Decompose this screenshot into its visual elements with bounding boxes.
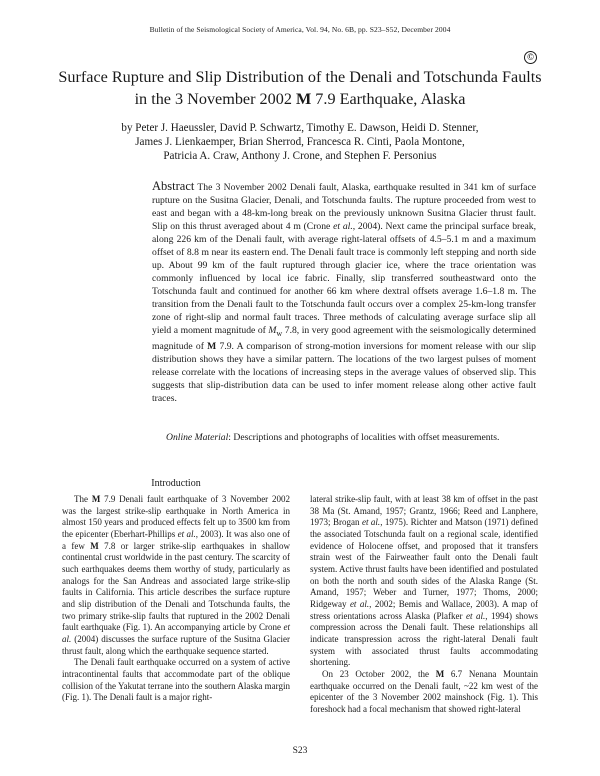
- paragraph: [310, 494, 538, 669]
- magnitude-symbol: M: [295, 90, 312, 108]
- text: 7.8 or larger strike-slip earthquakes in shallow continental crust worldwide in the past century. The scarcity of such earthquakes deems them worthy of study, particularly as analogs for the San Andreas and associated large strike-slip faults in California. This article describes the surface rupture and slip distribution of the Denali and Totschunda faults, the two primary strike-slip faults that ruptured in the 2002 Denali fault earthquake (Fig. 1). An accompanying article by Crone: [62, 540, 290, 633]
- text: 6.7 Nenana Mountain earthquake occurred on the Denali fault, ~22 km west of the epicenter of the 3 November 2002 mainshock (Fig. 1). This foreshock had a focal mechanism that showed right-lateral: [310, 668, 539, 714]
- text: et al.: [465, 610, 486, 621]
- text: lateral strike-slip fault, with at least 38 km of offset in the past 38 Ma (St. Amand, 1957; Grantz, 1966; Reed and Lanphere, 1973; Brogan: [310, 494, 538, 528]
- abstract-text: The 3 November 2002 Denali fault, Alaska, earthquake resulted in 341 km of surface rupture on the Susitna Glacier, Denali, and Totschunda faults. The rupture proceeded from west to east and began with a 48-km-long break on the previously unknown Susitna Glacier thrust fault. Slip on this thrust averaged about 4 m (Crone: [152, 182, 536, 232]
- running-head: Bulletin of the Seismological Society of America, Vol. 94, No. 6B, pp. S23–S52, December 2004: [149, 25, 451, 34]
- section-heading-introduction: Introduction: [151, 478, 201, 489]
- magnitude-symbol: M: [207, 340, 217, 352]
- abstract-label: Abstract: [152, 179, 195, 193]
- text: 7.9 Denali fault earthquake of 3 November 2002 was the largest strike-slip earthquake in North America in almost 150 years and produced effects felt up to 3500 km from the epicenter (Eberhart-Phillips: [62, 494, 290, 539]
- online-material-text: : Descriptions and photographs of localities with offset measurements.: [228, 432, 500, 443]
- author-line-2: James J. Lienkaemper, Brian Sherrod, Francesca R. Cinti, Paola Montone,: [135, 136, 465, 149]
- paragraph: [310, 669, 538, 716]
- author-line-3: Patricia A. Craw, Anthony J. Crone, and Stephen F. Personius: [163, 150, 437, 163]
- text: (2004) discusses the surface rupture of the Susitna Glacier thrust fault, along which the earthquake sequence started.: [62, 633, 290, 656]
- text: et al.: [349, 598, 370, 609]
- text: , 1975). Richter and Matson (1971) defined the associated Totschunda fault on a regional scale, identified evidence of Holocene offset, and proposed that it transfers strain west of the Fairweather fault onto the Denali fault system. Active thrust faults have been identified and postulated on both the north and south sides of the Alaska Range (St. Amand, 1957; Weber and Turner, 1977; Thoms, 2000; Ridgeway: [310, 517, 539, 609]
- left-column: [62, 494, 290, 704]
- online-material-note: [152, 431, 536, 444]
- magnitude-symbol: M: [90, 540, 99, 551]
- page-number: S23: [292, 746, 308, 756]
- moment-magnitude-symbol: M: [268, 325, 277, 336]
- text: , 2002; Bemis and Wallace, 2003). A map of stress orientations across Alaska (Plafker: [310, 598, 538, 621]
- magnitude-symbol: M: [91, 494, 101, 504]
- copyright-icon: ©: [524, 51, 537, 64]
- author-list: [40, 121, 560, 164]
- paragraph: [62, 494, 290, 657]
- moment-magnitude-subscript: w: [276, 328, 283, 338]
- title-line-2: [40, 88, 560, 110]
- magnitude-symbol: M: [435, 668, 445, 679]
- abstract-text: et al.: [333, 221, 353, 232]
- text: et al.: [361, 517, 381, 528]
- text: On 23 October 2002, the: [322, 668, 436, 679]
- article-title: [40, 66, 560, 110]
- text: , 1994) shows compression across the Denali fault. These relationships all indicate transpression across the right-lateral Denali fault system with associated thrust faults accommodating shortening.: [310, 610, 538, 668]
- paragraph: The Denali fault earthquake occurred on a system of active intracontinental faults that accommodate part of the oblique collision of the Yakutat terrane into the southern Alaska margin (Fig. 1). The Denali fault is a major right-: [62, 657, 290, 703]
- abstract-text: 7.8, in very good agreement with the seismologically determined magnitude of: [152, 325, 536, 352]
- title-text: in the 3 November 2002: [134, 90, 296, 108]
- author-line-1: by Peter J. Haeussler, David P. Schwartz, Timothy E. Dawson, Heidi D. Stenner,: [121, 122, 479, 134]
- abstract: [152, 180, 536, 405]
- abstract-text: , 2004). Next came the principal surface break, along 226 km of the Denali fault, with average right-lateral offsets of 4.5–5.1 m and a maximum offset of 8.8 m near its eastern end. The Denali fault trace is commonly left stepping and north side up. About 99 km of the fault ruptured through glacier ice, where the trace orientation was commonly influenced by local ice fabric. Finally, slip transferred southeastward onto the Totschunda fault and continued for another 66 km where dextral offsets average 1.6–1.8 m. The transition from the Denali fault to the Totschunda fault occurs over a complex 25-km-long transfer zone of right-slip and normal fault traces. Three methods of calculating average surface slip all yield a moment magnitude of: [152, 221, 536, 336]
- right-column: [310, 494, 538, 715]
- text: The: [74, 494, 92, 504]
- text: et al.: [62, 622, 290, 644]
- text: et al.: [177, 528, 196, 539]
- text: , 2003). It was also one of a few: [62, 528, 291, 551]
- abstract-text: 7.9. A comparison of strong-motion inversions for moment release with our slip distribution shows they have a similar pattern. The locations of the two largest pulses of moment release correlate with the locations of increasing steps in the average values of observed slip. This suggests that slip-distribution data can be used to infer moment release along other active fault traces.: [152, 340, 536, 404]
- online-material-label: Online Material: [166, 432, 229, 443]
- title-line-1: Surface Rupture and Slip Distribution of the Denali and Totschunda Faults: [58, 68, 542, 86]
- title-text: 7.9 Earthquake, Alaska: [311, 90, 466, 108]
